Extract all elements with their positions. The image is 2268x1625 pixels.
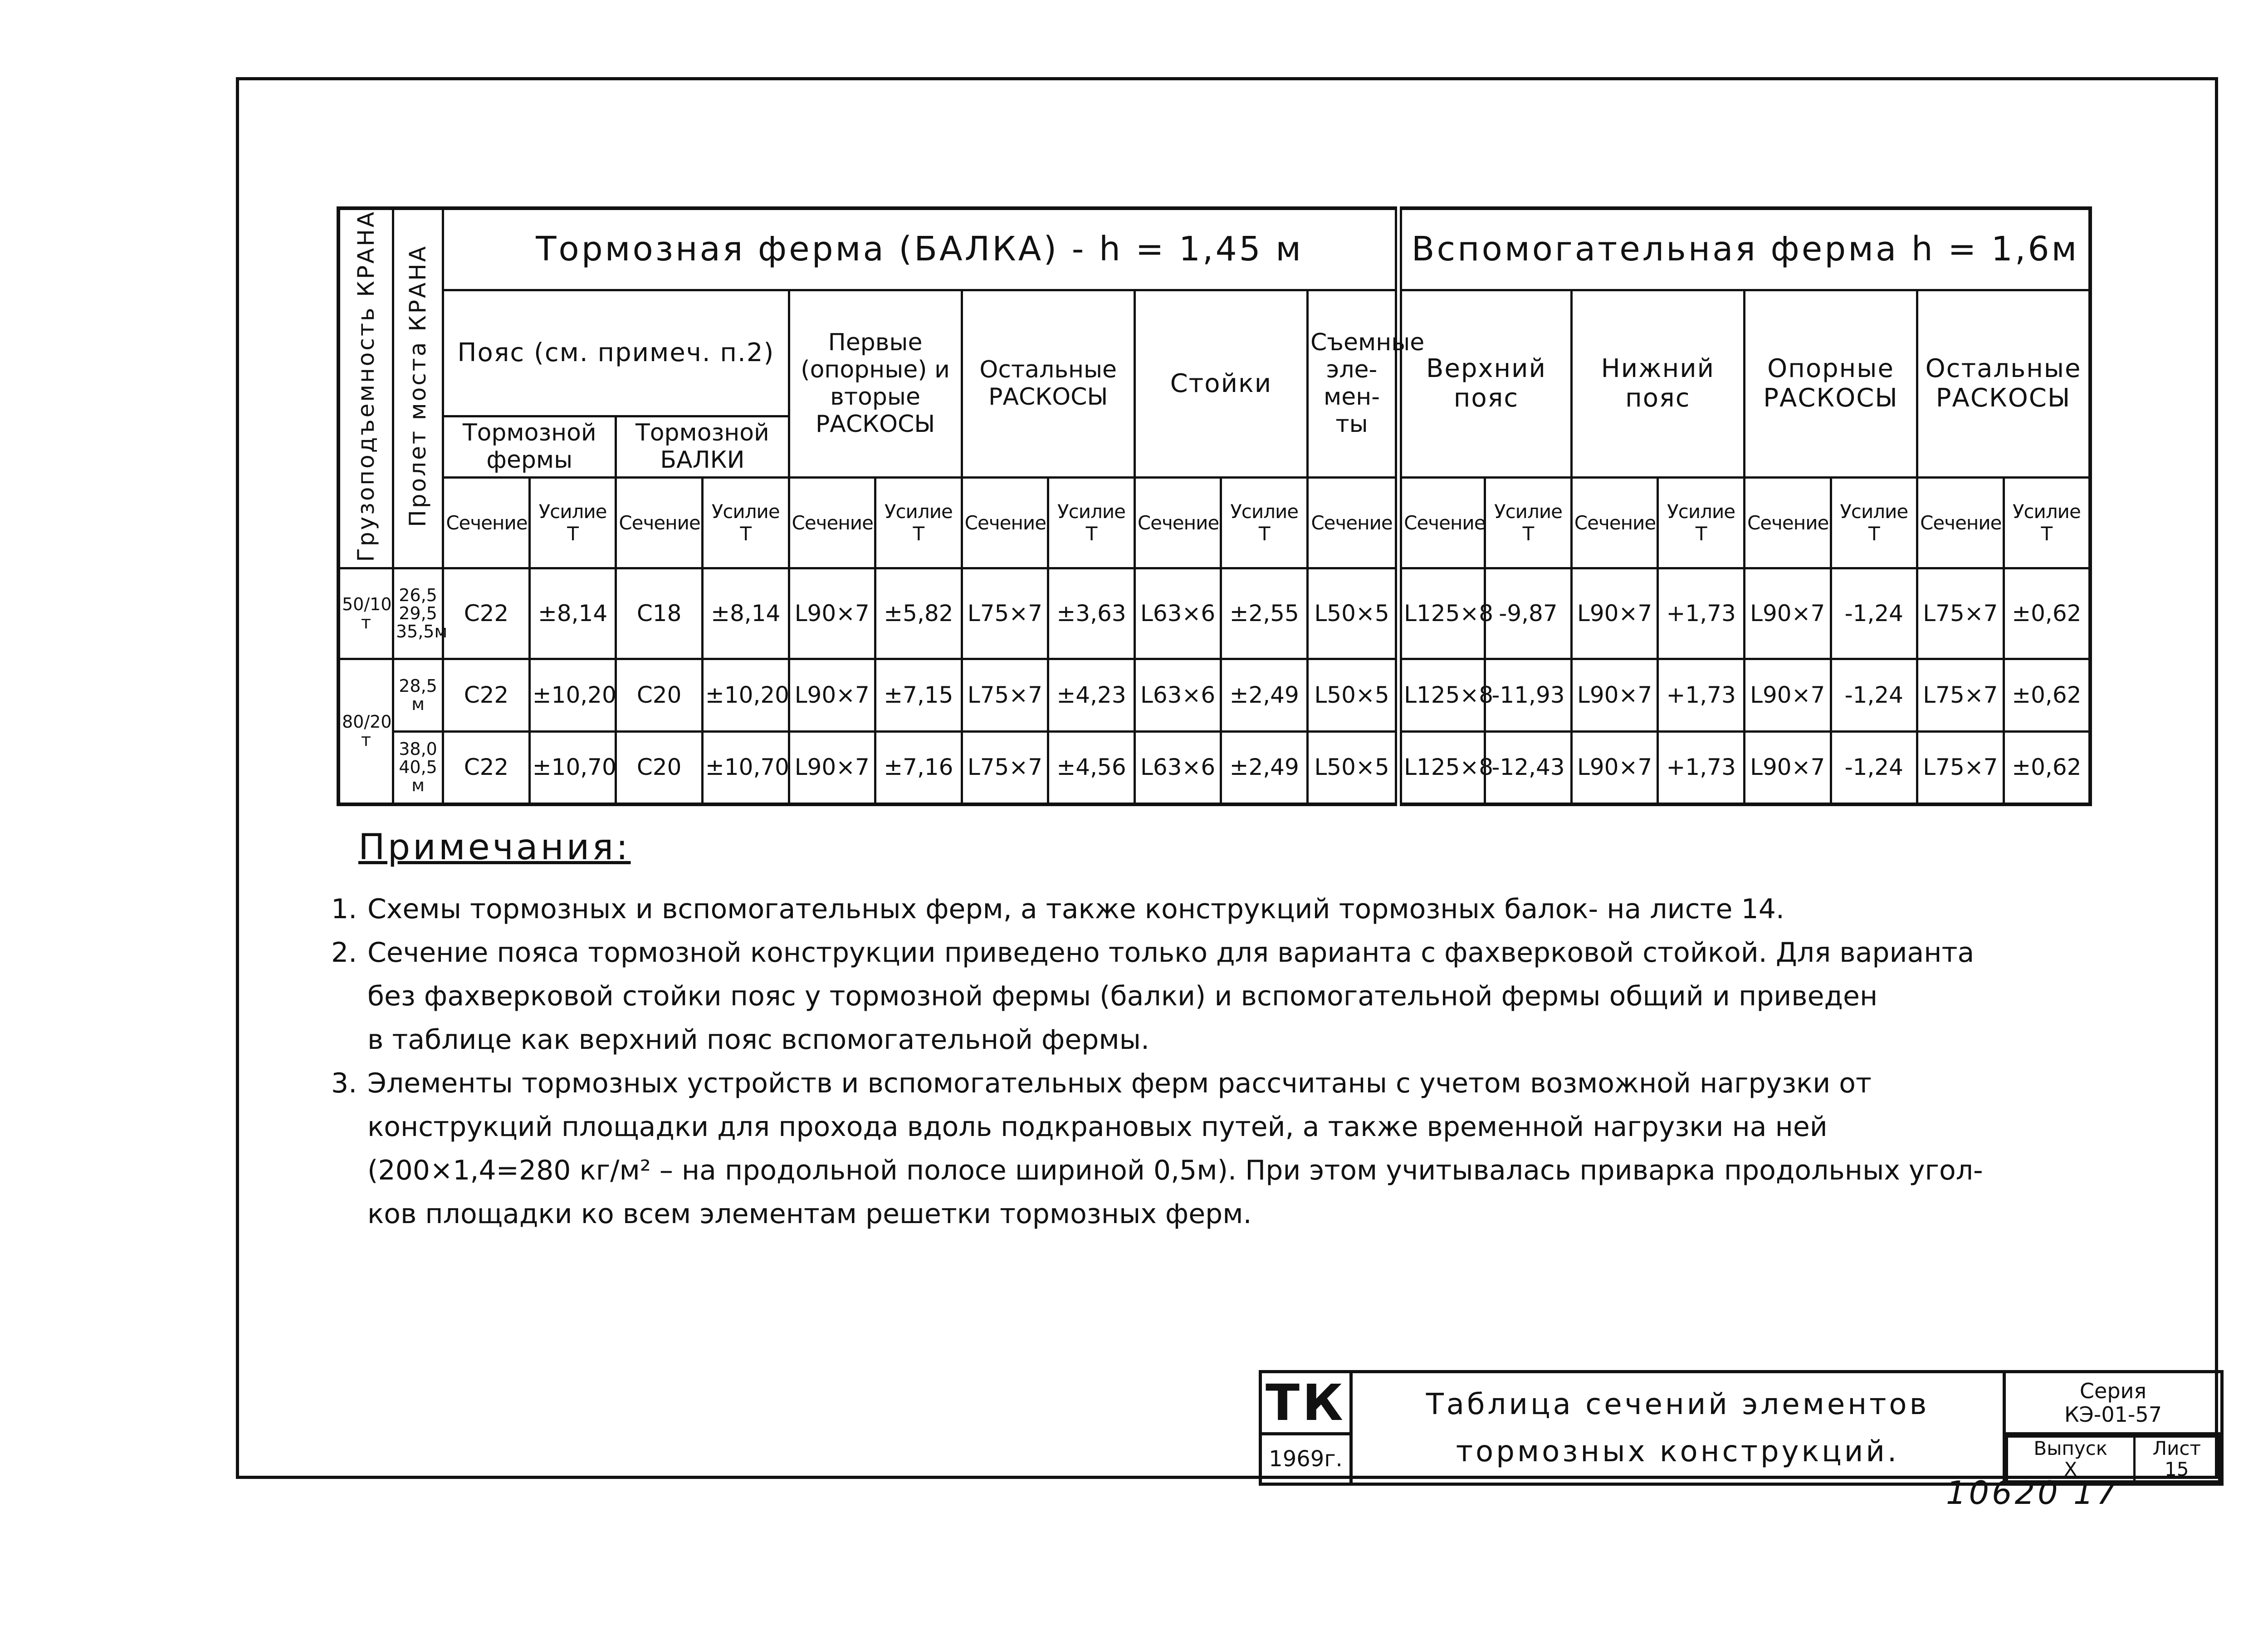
header-section: Сечение [616, 478, 703, 568]
note-number: 3. [331, 1067, 357, 1099]
note-text: конструкций площадки для прохода вдоль подкрановых путей, а также временной нагрузки на ней [367, 1111, 1828, 1143]
cell: ±5,82 [875, 568, 962, 659]
cell: -9,87 [1485, 568, 1572, 659]
note-2 [331, 931, 2191, 1062]
row-span: 28,5 м [393, 659, 443, 732]
cell: +1,73 [1658, 568, 1745, 659]
header-force: Усилие Т [1221, 478, 1308, 568]
cell: +1,73 [1658, 659, 1745, 732]
cell: ±0,62 [2004, 568, 2090, 659]
drawing-title-line: Таблица сечений элементов [1426, 1387, 1930, 1421]
note-text: ков площадки ко всем элементам решетки тормозных ферм. [367, 1198, 1252, 1230]
header-span: Пролет моста КРАНА [393, 208, 443, 568]
title-block [1259, 1370, 2224, 1486]
note-text: без фахверковой стойки пояс у тормозной фермы (балки) и вспомогательной фермы общий и приведен [367, 980, 1878, 1012]
cell: L90×7 [1744, 732, 1831, 804]
sheet-label: Лист [2152, 1437, 2201, 1459]
cell: L125×8 [1398, 659, 1485, 732]
cell: ±10,20 [702, 659, 789, 732]
cell: ±2,55 [1221, 568, 1308, 659]
table-row [338, 732, 2090, 804]
header-section: Сечение [1744, 478, 1831, 568]
cell: ±2,49 [1221, 732, 1308, 804]
row-span: 26,5 29,5 35,5м [393, 568, 443, 659]
cell: ±4,56 [1048, 732, 1135, 804]
note-text: Сечение пояса тормозной конструкции приведено только для варианта с фахверковой стойкой. Для варианта [367, 937, 1975, 969]
header-brake-truss: Тормозная ферма (БАЛКА) - h = 1,45 м [443, 208, 1398, 290]
cell: С22 [443, 659, 530, 732]
header-section: Сечение [443, 478, 530, 568]
row-span: 38,0 40,5 м [393, 732, 443, 804]
header-first-braces: Первые (опорные) и вторые РАСКОСЫ [789, 290, 962, 478]
cell: ±10,20 [529, 659, 616, 732]
row-capacity: 80/20 т [338, 659, 393, 804]
cell: ±10,70 [702, 732, 789, 804]
cell: ±7,15 [875, 659, 962, 732]
drawing-title [1351, 1372, 2004, 1484]
cell: L75×7 [962, 732, 1048, 804]
cell: L125×8 [1398, 732, 1485, 804]
cell: С20 [616, 659, 703, 732]
header-section: Сечение [962, 478, 1048, 568]
cell: L90×7 [1571, 659, 1658, 732]
cell: С20 [616, 732, 703, 804]
notes-section [331, 826, 2191, 1236]
table-row [338, 659, 2090, 732]
header-force: Усилие Т [1658, 478, 1745, 568]
sections-table [337, 206, 2092, 806]
header-force: Усилие Т [1485, 478, 1572, 568]
row-capacity: 50/10 т [338, 568, 393, 659]
header-force: Усилие Т [2004, 478, 2090, 568]
note-number: 1. [331, 893, 357, 925]
header-force: Усилие Т [529, 478, 616, 568]
cell: L75×7 [962, 568, 1048, 659]
cell: С22 [443, 732, 530, 804]
series-label: Серия [2079, 1379, 2147, 1403]
series-value: КЭ-01-57 [2064, 1402, 2162, 1427]
note-text: Схемы тормозных и вспомогательных ферм, а также конструкций тормозных балок- на листе 14. [367, 893, 1784, 925]
cell: ±3,63 [1048, 568, 1135, 659]
archive-number: 10620 17 [1946, 1474, 2120, 1512]
cell: L90×7 [789, 568, 875, 659]
header-section-force-row [338, 478, 2090, 568]
cell: +1,73 [1658, 732, 1745, 804]
cell: С18 [616, 568, 703, 659]
series-cell [2004, 1372, 2222, 1434]
header-aux-other-braces: Остальные РАСКОСЫ [1917, 290, 2090, 478]
cell: ±10,70 [529, 732, 616, 804]
cell: -1,24 [1831, 732, 1917, 804]
note-1 [331, 887, 2191, 931]
cell: L90×7 [1744, 659, 1831, 732]
cell: ±8,14 [702, 568, 789, 659]
cell: L90×7 [789, 732, 875, 804]
cell: -11,93 [1485, 659, 1572, 732]
header-belt: Пояс (см. примеч. п.2) [443, 290, 789, 416]
cell: L75×7 [1917, 732, 2004, 804]
cell: L125×8 [1398, 568, 1485, 659]
header-aux-truss: Вспомогательная ферма h = 1,6м [1398, 208, 2090, 290]
cell: -12,43 [1485, 732, 1572, 804]
issue-label: Выпуск [2033, 1437, 2108, 1459]
header-lower-belt: Нижний пояс [1571, 290, 1744, 478]
cell: ±4,23 [1048, 659, 1135, 732]
drawing-title-line: тормозных конструкций. [1456, 1434, 1900, 1468]
cell: ±0,62 [2004, 659, 2090, 732]
header-other-braces: Остальные РАСКОСЫ [962, 290, 1134, 478]
header-section: Сечение [789, 478, 875, 568]
cell: L50×5 [1307, 659, 1398, 732]
notes-title: Примечания: [358, 827, 631, 868]
note-3 [331, 1062, 2191, 1236]
header-belt-truss: Тормозной фермы [443, 416, 616, 477]
header-force: Усилие Т [1048, 478, 1135, 568]
cell: -1,24 [1831, 659, 1917, 732]
note-text: в таблице как верхний пояс вспомогательной фермы. [367, 1024, 1150, 1056]
org-mark: ТК [1261, 1372, 1351, 1434]
year: 1969г. [1261, 1434, 1351, 1484]
cell: L75×7 [1917, 659, 2004, 732]
header-force: Усилие Т [875, 478, 962, 568]
header-force: Усилие Т [702, 478, 789, 568]
header-capacity: Грузоподъемность КРАНА [338, 208, 393, 568]
header-posts: Стойки [1134, 290, 1307, 478]
note-text: (200×1,4=280 кг/м² – на продольной полосе шириной 0,5м). При этом учитывалась приварка продольных угол- [367, 1155, 1983, 1186]
cell: ±7,16 [875, 732, 962, 804]
header-support-braces: Опорные РАСКОСЫ [1744, 290, 1917, 478]
cell: ±2,49 [1221, 659, 1308, 732]
header-upper-belt: Верхний пояс [1398, 290, 1571, 478]
cell: ±0,62 [2004, 732, 2090, 804]
issue-value: X [2064, 1458, 2077, 1480]
header-section: Сечение [1307, 478, 1398, 568]
cell: L90×7 [789, 659, 875, 732]
cell: L75×7 [962, 659, 1048, 732]
sheet-value: 15 [2165, 1458, 2189, 1480]
header-belt-beam: Тормозной БАЛКИ [616, 416, 789, 477]
header-section: Сечение [1134, 478, 1221, 568]
cell: L50×5 [1307, 568, 1398, 659]
cell: L75×7 [1917, 568, 2004, 659]
header-section: Сечение [1398, 478, 1485, 568]
cell: С22 [443, 568, 530, 659]
cell: -1,24 [1831, 568, 1917, 659]
note-text: Элементы тормозных устройств и вспомогательных ферм рассчитаны с учетом возможной нагрузки от [367, 1067, 1872, 1099]
cell: L63×6 [1134, 568, 1221, 659]
header-section: Сечение [1917, 478, 2004, 568]
cell: L90×7 [1744, 568, 1831, 659]
sheet-cell [2134, 1437, 2219, 1482]
cell: L50×5 [1307, 732, 1398, 804]
header-removable: Съемные эле-мен-ты [1307, 290, 1398, 478]
note-number: 2. [331, 937, 357, 969]
header-force: Усилие Т [1831, 478, 1917, 568]
header-section: Сечение [1571, 478, 1658, 568]
cell: L90×7 [1571, 732, 1658, 804]
cell: L63×6 [1134, 732, 1221, 804]
table-row [338, 568, 2090, 659]
cell: L63×6 [1134, 659, 1221, 732]
cell: ±8,14 [529, 568, 616, 659]
cell: L90×7 [1571, 568, 1658, 659]
